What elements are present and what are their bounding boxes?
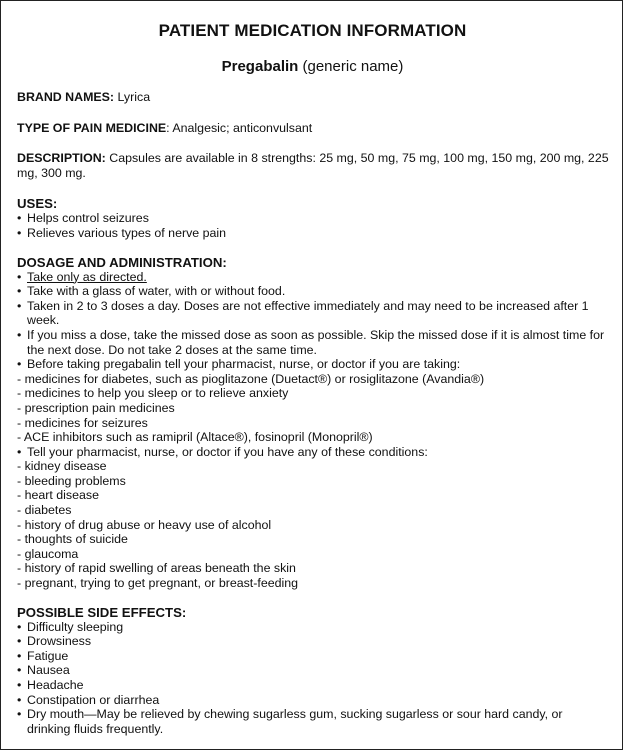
bullet-icon: • [17,634,22,649]
list-item [17,328,609,357]
description-label: DESCRIPTION: [17,151,106,166]
list-item [17,663,609,678]
sub-list-item: - medicines for diabetes, such as pioglitazone (Duetact®) or rosiglitazone (Avandia®) [17,371,485,386]
content-body [17,90,609,750]
bullet-icon: • [17,692,22,707]
side-effects-heading: POSSIBLE SIDE EFFECTS: [17,604,187,620]
bullet-icon: • [17,707,22,722]
list-item-text: Taken in 2 to 3 doses a day. Doses are not effective immediately and may need to be increased after 1 week. [27,298,589,328]
conditions-sublist [17,459,609,590]
list-item-text: If you miss a dose, take the missed dose as soon as possible. Skip the missed dose if it is almost time for the next dose. Do not take 2 doses at the same time. [27,327,605,357]
sub-list-item: - history of rapid swelling of areas beneath the skin [17,561,296,576]
brand-names-field [17,90,609,105]
bullet-icon: • [17,619,22,634]
uses-heading: USES: [17,196,58,212]
list-item-text: Tell your pharmacist, nurse, or doctor if you have any of these conditions: [27,444,428,459]
list-item [17,707,609,736]
pain-medicine-type-field [17,121,609,136]
brand-names-label: BRAND NAMES: [17,90,115,104]
list-item [17,211,609,226]
drug-name: Pregabalin [221,58,299,75]
sub-list-item: - medicines for seizures [17,415,148,430]
list-item-text: Headache [27,678,84,692]
uses-list [17,211,609,240]
bullet-icon: • [17,663,22,678]
description-value: Capsules are available in 8 strengths: 25 mg, 50 mg, 75 mg, 100 mg, 150 mg, 200 mg, 225 mg, 300 mg. [17,151,609,180]
list-item [17,678,609,693]
description-field [17,151,609,180]
bullet-icon: • [17,225,22,240]
brand-names-value: Lyrica [114,90,151,104]
sub-list-item: - kidney disease [17,459,107,474]
pain-medicine-type-label: TYPE OF PAIN MEDICINE [17,120,167,135]
sub-list-item: - medicines to help you sleep or to relieve anxiety [17,386,289,401]
drug-subtitle [1,58,623,75]
dosage-heading: DOSAGE AND ADMINISTRATION: [17,254,227,270]
sub-list-item: - history of drug abuse or heavy use of alcohol [17,517,272,532]
sub-list-item: - prescription pain medicines [17,400,175,415]
list-item-text: Nausea [27,663,70,678]
dosage-list-continued [17,445,609,460]
drug-name-suffix: (generic name) [298,58,404,75]
list-item-text: Take with a glass of water, with or without food. [27,284,286,299]
list-item [17,284,609,299]
list-item-text: Drowsiness [27,634,92,649]
sub-list-item: - pregnant, trying to get pregnant, or breast-feeding [17,576,299,591]
bullet-icon: • [17,211,22,226]
bullet-icon: • [17,269,22,284]
sub-list-item: - heart disease [17,488,99,503]
list-item [17,649,609,664]
list-item-text: Helps control seizures [27,211,149,226]
list-item [17,299,609,328]
side-effects-section [17,605,609,737]
bullet-icon: • [17,678,22,692]
bullet-icon: • [17,444,22,459]
pain-medicine-type-value: : Analgesic; anticonvulsant [166,120,313,135]
list-item [17,620,609,635]
uses-section [17,196,609,240]
list-item-text: Before taking pregabalin tell your pharmacist, nurse, or doctor if you are taking: [27,357,461,372]
sub-list-item: - thoughts of suicide [17,532,128,547]
sub-list-item: - glaucoma [17,546,79,561]
list-item-text: Fatigue [27,648,69,663]
list-item-text: Relieves various types of nerve pain [27,225,227,240]
list-item [17,445,609,460]
list-item [17,226,609,241]
list-item-text: Take only as directed. [27,269,147,284]
sub-list-item: - ACE inhibitors such as ramipril (Altace®), fosinopril (Monopril®) [17,430,373,445]
side-effects-list [17,620,609,737]
sub-list-item: - diabetes [17,503,72,518]
sub-list-item: - bleeding problems [17,473,126,488]
bullet-icon: • [17,298,22,313]
page-title: PATIENT MEDICATION INFORMATION [158,21,467,40]
bullet-icon: • [17,648,22,663]
list-item-text: Constipation or diarrhea [27,692,160,707]
dosage-section [17,255,609,591]
bullet-icon: • [17,327,22,342]
bullet-icon: • [17,357,22,372]
list-item [17,270,609,285]
list-item-text: Dry mouth—May be relieved by chewing sugarless gum, sucking sugarless or sour hard candy, or drinking fluids frequently. [27,707,563,736]
bullet-icon: • [17,284,22,299]
list-item [17,634,609,649]
list-item-text: Difficulty sleeping [27,619,124,634]
list-item [17,357,609,372]
taking-medicines-sublist [17,372,609,445]
list-item [17,693,609,708]
dosage-list [17,270,609,372]
